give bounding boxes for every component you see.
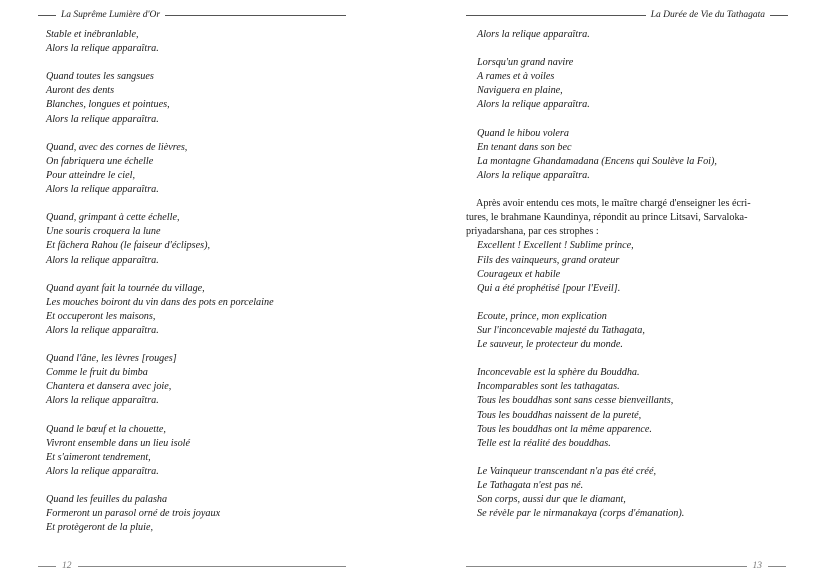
verse-line: Son corps, aussi dur que le diamant,	[477, 494, 626, 506]
verse-line: Alors la relique apparaîtra.	[46, 113, 159, 125]
verse-line: Alors la relique apparaîtra.	[46, 184, 159, 196]
verse-line: Quand ayant fait la tournée du village,	[46, 282, 205, 294]
footer-rule	[466, 566, 747, 567]
verse-line: Ecoute, prince, mon explication	[477, 310, 607, 322]
right-page	[408, 0, 816, 587]
verse-line: La montagne Ghandamadana (Encens qui Soulève la Foi),	[477, 155, 717, 167]
verse-line: Quand, grimpant à cette échelle,	[46, 212, 180, 224]
footer-rule	[38, 566, 56, 567]
right-page-text	[466, 28, 788, 535]
verse-line: Quand, avec des cornes de lièvres,	[46, 141, 188, 153]
verse-line: Quand toutes les sangsues	[46, 71, 154, 83]
prose-paragraph	[466, 197, 788, 239]
left-footer	[38, 560, 346, 572]
verse-line: Blanches, longues et pointues,	[46, 99, 170, 111]
stanza	[477, 28, 788, 42]
stanza	[46, 28, 346, 56]
header-rule	[38, 15, 56, 16]
stanza	[46, 423, 346, 479]
verse-line: Comme le fruit du bimba	[46, 367, 148, 379]
verse-line: Incomparables sont les tathagatas.	[477, 381, 620, 393]
verse-line: Le Tathagata n'est pas né.	[477, 480, 584, 491]
verse-line: Les mouches boiront du vin dans des pots en porcelaine	[46, 296, 274, 308]
verse-line: Le Vainqueur transcendant n'a pas été créé,	[477, 465, 657, 477]
verse-line: Alors la relique apparaîtra.	[477, 99, 590, 111]
stanza	[46, 211, 346, 267]
verse-line: Quand l'âne, les lèvres [rouges]	[46, 353, 177, 365]
stanza	[477, 239, 788, 295]
stanza	[46, 282, 346, 338]
verse-line: Qui a été prophétisé [pour l'Eveil].	[477, 282, 621, 294]
left-header-title: La Suprême Lumière d'Or	[61, 10, 161, 20]
left-page-number: 12	[62, 561, 72, 571]
verse-line: Telle est la réalité des bouddhas.	[477, 437, 611, 449]
verse-line: Alors la relique apparaîtra.	[46, 324, 159, 336]
verse-line: Naviguera en plaine,	[477, 85, 563, 97]
verse-line: Tous les bouddhas naissent de la pureté,	[477, 409, 642, 421]
header-rule	[165, 15, 346, 16]
verse-line: Et fâchera Rahou (le faiseur d'éclipses),	[46, 240, 211, 252]
header-rule	[770, 15, 788, 16]
verse-line: Stable et inébranlable,	[46, 29, 139, 40]
stanza	[46, 352, 346, 408]
verse-line: Auront des dents	[46, 85, 115, 97]
right-running-header	[466, 8, 788, 22]
verse-line: Quand le hibou volera	[477, 127, 569, 139]
right-footer	[466, 560, 786, 572]
verse-line: Inconcevable est la sphère du Bouddha.	[477, 367, 640, 379]
footer-rule	[768, 566, 786, 567]
stanza	[477, 310, 788, 352]
verse-line: Alors la relique apparaîtra.	[477, 29, 590, 40]
verse-line: Quand le bœuf et la chouette,	[46, 423, 166, 435]
verse-line: Et protègeront de la pluie,	[46, 522, 154, 534]
verse-line: Vivront ensemble dans un lieu isolé	[46, 437, 191, 449]
stanza	[46, 493, 346, 535]
verse-line: Et s'aimeront tendrement,	[46, 451, 151, 463]
verse-line: Alors la relique apparaîtra.	[477, 169, 590, 181]
verse-line: Le sauveur, le protecteur du monde.	[477, 339, 623, 351]
footer-rule	[78, 566, 347, 567]
verse-line: Alors la relique apparaîtra.	[46, 465, 159, 477]
left-page-text	[46, 28, 346, 549]
verse-block	[466, 28, 788, 183]
stanza	[477, 56, 788, 112]
left-running-header	[38, 8, 346, 22]
verse-line: Sur l'inconcevable majesté du Tathagata,	[477, 324, 645, 336]
stanza	[477, 465, 788, 521]
verse-line: Alors la relique apparaîtra.	[46, 254, 159, 266]
verse-line: Alors la relique apparaîtra.	[46, 43, 159, 55]
verse-line: Quand les feuilles du palasha	[46, 494, 168, 506]
verse-block	[466, 239, 788, 521]
verse-line: Tous les bouddhas sont sans cesse bienveillants,	[477, 395, 674, 407]
stanza	[46, 70, 346, 126]
prose-line: priyadarshana, par ces strophes :	[466, 226, 599, 238]
verse-line: Courageux et habile	[477, 268, 561, 280]
verse-line: Se révèle par le nirmanakaya (corps d'émanation).	[477, 508, 685, 520]
verse-line: A rames et à voiles	[477, 71, 555, 83]
verse-line: On fabriquera une échelle	[46, 155, 154, 167]
verse-line: Formeront un parasol orné de trois joyaux	[46, 508, 221, 520]
stanza	[46, 141, 346, 197]
verse-line: Pour atteindre le ciel,	[46, 169, 136, 181]
header-rule	[466, 15, 646, 16]
verse-line: Une souris croquera la lune	[46, 226, 161, 238]
stanza	[477, 127, 788, 183]
right-header-title: La Durée de Vie du Tathagata	[650, 10, 765, 20]
verse-line: En tenant dans son bec	[477, 141, 572, 153]
verse-line: Tous les bouddhas ont la même apparence.	[477, 423, 652, 435]
stanza	[477, 366, 788, 451]
verse-line: Lorsqu'un grand navire	[477, 57, 574, 69]
verse-line: Et occuperont les maisons,	[46, 310, 156, 322]
verse-line: Excellent ! Excellent ! Sublime prince,	[477, 240, 634, 252]
verse-line: Fils des vainqueurs, grand orateur	[477, 254, 620, 266]
verse-line: Alors la relique apparaîtra.	[46, 395, 159, 407]
prose-line: Après avoir entendu ces mots, le maître chargé d'enseigner les écri-	[476, 198, 751, 210]
prose-line: tures, le brahmane Kaundinya, répondit au prince Litsavi, Sarvaloka-	[466, 212, 748, 224]
right-page-number: 13	[752, 561, 762, 571]
verse-line: Chantera et dansera avec joie,	[46, 381, 172, 393]
